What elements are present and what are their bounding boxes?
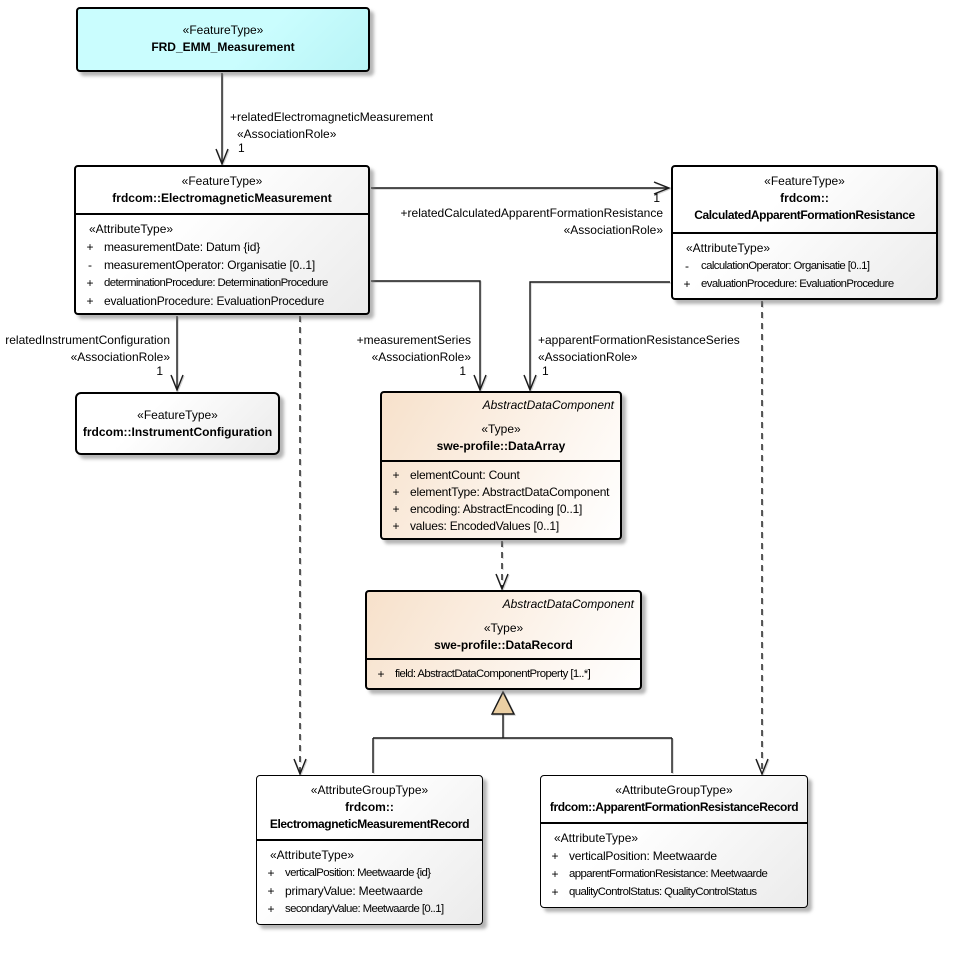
attribute-text: verticalPosition: Meetwaarde bbox=[569, 849, 717, 863]
attribute-text: evaluationProcedure: EvaluationProcedure bbox=[104, 294, 325, 308]
stereotype-label-related-instr: «AssociationRole» bbox=[70, 350, 170, 364]
class-name-line1: frdcom:: bbox=[780, 191, 829, 205]
attribute-row bbox=[76, 274, 368, 292]
attribute-type-header: «AttributeType» bbox=[686, 241, 771, 255]
multiplicity-related-em: 1 bbox=[238, 141, 245, 155]
parent-class-name: AbstractDataComponent bbox=[482, 398, 614, 412]
visibility-marker: + bbox=[683, 277, 691, 291]
class-title bbox=[367, 592, 640, 658]
visibility-marker: - bbox=[88, 258, 92, 272]
stereotype-label-related-em: «AssociationRole» bbox=[237, 127, 337, 141]
attributes-compartment bbox=[76, 213, 368, 313]
class-name-line2: ElectromagneticMeasurementRecord bbox=[269, 817, 470, 831]
class-instrument-configuration[interactable] bbox=[75, 392, 280, 455]
parent-class-name: AbstractDataComponent bbox=[502, 597, 634, 611]
attribute-row bbox=[76, 292, 368, 310]
class-frd-emm-measurement[interactable] bbox=[76, 7, 370, 72]
attribute-text: calculationOperator: Organisatie [0..1] bbox=[701, 260, 870, 272]
multiplicity-related-calc: 1 bbox=[653, 191, 660, 205]
attribute-row bbox=[76, 238, 368, 256]
attribute-row bbox=[382, 518, 620, 535]
attribute-type-header: «AttributeType» bbox=[270, 848, 355, 862]
stereotype-label: «AttributeGroupType» bbox=[615, 783, 733, 797]
visibility-marker: + bbox=[551, 885, 559, 899]
attribute-row bbox=[367, 666, 640, 683]
stereotype-label-afr-series: «AssociationRole» bbox=[538, 350, 638, 364]
role-label-related-calc: +relatedCalculatedApparentFormationResistance bbox=[400, 206, 663, 220]
visibility-marker: + bbox=[392, 468, 400, 482]
generalization-triangle bbox=[492, 692, 514, 714]
attribute-text: verticalPosition: Meetwaarde {id} bbox=[285, 867, 431, 879]
attribute-text: encoding: AbstractEncoding [0..1] bbox=[410, 502, 583, 516]
multiplicity-related-instr: 1 bbox=[156, 364, 163, 378]
class-name: swe-profile::DataArray bbox=[436, 439, 566, 453]
attribute-row bbox=[382, 467, 620, 484]
attribute-row bbox=[382, 501, 620, 518]
class-name: frdcom::ApparentFormationResistanceRecord bbox=[549, 800, 799, 814]
attribute-row bbox=[541, 865, 807, 883]
visibility-marker: + bbox=[86, 276, 94, 290]
visibility-marker: + bbox=[377, 667, 385, 681]
visibility-marker: + bbox=[86, 294, 94, 308]
class-name-line1: frdcom:: bbox=[345, 800, 394, 814]
class-apparent-formation-resistance-record[interactable] bbox=[540, 775, 808, 908]
attribute-row bbox=[541, 847, 807, 865]
attribute-text: elementType: AbstractDataComponent bbox=[410, 485, 610, 499]
attribute-text: measurementDate: Datum {id} bbox=[104, 240, 261, 254]
attribute-row bbox=[257, 882, 482, 900]
attribute-row bbox=[382, 484, 620, 501]
class-electromagnetic-measurement[interactable] bbox=[74, 165, 370, 315]
class-swe-datarecord[interactable] bbox=[365, 590, 642, 690]
class-title bbox=[673, 167, 936, 232]
stereotype-label-measurement-series: «AssociationRole» bbox=[371, 350, 471, 364]
attribute-text: primaryValue: Meetwaarde bbox=[285, 884, 423, 898]
attribute-type-header: «AttributeType» bbox=[554, 831, 639, 845]
visibility-marker: + bbox=[267, 902, 275, 916]
class-title bbox=[77, 394, 278, 441]
attribute-text: values: EncodedValues [0..1] bbox=[410, 519, 559, 533]
class-title bbox=[382, 393, 620, 460]
role-label-measurement-series: +measurementSeries bbox=[356, 333, 471, 347]
visibility-marker: + bbox=[551, 867, 559, 881]
class-name: swe-profile::DataRecord bbox=[434, 638, 573, 652]
visibility-marker: + bbox=[392, 485, 400, 499]
multiplicity-afr-series: 1 bbox=[542, 364, 549, 378]
attribute-text: measurementOperator: Organisatie [0..1] bbox=[104, 258, 315, 272]
attribute-text: apparentFormationResistance: Meetwaarde bbox=[569, 868, 768, 880]
attributes-compartment bbox=[541, 822, 807, 907]
class-calculated-apparent-formation-resistance[interactable] bbox=[671, 165, 938, 300]
visibility-marker: + bbox=[86, 240, 94, 254]
class-name: FRD_EMM_Measurement bbox=[151, 40, 295, 54]
attribute-row bbox=[673, 257, 936, 275]
stereotype-label: «FeatureType» bbox=[764, 174, 845, 188]
visibility-marker: + bbox=[267, 866, 275, 880]
stereotype-label: «FeatureType» bbox=[182, 23, 264, 37]
visibility-marker: - bbox=[685, 259, 689, 273]
attribute-row bbox=[257, 900, 482, 918]
class-title bbox=[541, 776, 807, 822]
visibility-marker: + bbox=[267, 884, 275, 898]
role-label-afr-series: +apparentFormationResistanceSeries bbox=[538, 333, 740, 347]
attributes-compartment bbox=[367, 658, 640, 688]
class-electromagnetic-measurement-record[interactable] bbox=[256, 775, 483, 925]
attribute-text: elementCount: Count bbox=[410, 468, 520, 482]
multiplicity-measurement-series: 1 bbox=[459, 364, 466, 378]
attribute-text: secondaryValue: Meetwaarde [0..1] bbox=[285, 903, 444, 915]
class-title bbox=[257, 776, 482, 839]
stereotype-label: «Type» bbox=[483, 621, 524, 635]
role-label-related-em: +relatedElectromagneticMeasurement bbox=[230, 110, 434, 124]
visibility-marker: + bbox=[392, 502, 400, 516]
attribute-text: evaluationProcedure: EvaluationProcedure bbox=[701, 278, 894, 290]
role-label-related-instr: relatedInstrumentConfiguration bbox=[5, 333, 170, 347]
class-name: frdcom::ElectromagneticMeasurement bbox=[112, 191, 332, 205]
attribute-row bbox=[76, 256, 368, 274]
stereotype-label: «FeatureType» bbox=[181, 174, 263, 188]
attribute-row bbox=[673, 275, 936, 293]
generalization-lines[interactable] bbox=[373, 714, 672, 773]
visibility-marker: + bbox=[392, 519, 400, 533]
class-swe-dataarray[interactable] bbox=[380, 391, 622, 540]
class-name-line2: CalculatedApparentFormationResistance bbox=[694, 208, 915, 222]
stereotype-label: «AttributeGroupType» bbox=[310, 783, 429, 797]
attribute-type-header: «AttributeType» bbox=[89, 222, 174, 236]
stereotype-label: «FeatureType» bbox=[137, 408, 218, 422]
attribute-row bbox=[541, 883, 807, 901]
attributes-compartment bbox=[257, 839, 482, 924]
stereotype-label-related-calc: «AssociationRole» bbox=[563, 223, 663, 237]
stereotype-label: «Type» bbox=[481, 422, 521, 436]
attribute-row bbox=[257, 864, 482, 882]
visibility-marker: + bbox=[551, 849, 559, 863]
attribute-text: field: AbstractDataComponentProperty [1..*] bbox=[395, 668, 591, 680]
class-title bbox=[78, 9, 368, 56]
attributes-compartment bbox=[382, 460, 620, 538]
class-name: frdcom::InstrumentConfiguration bbox=[82, 425, 273, 439]
attribute-text: determinationProcedure: DeterminationProcedure bbox=[104, 277, 328, 289]
class-title bbox=[76, 167, 368, 213]
attribute-text: qualityControlStatus: QualityControlStatus bbox=[569, 886, 757, 898]
attributes-compartment bbox=[673, 232, 936, 298]
